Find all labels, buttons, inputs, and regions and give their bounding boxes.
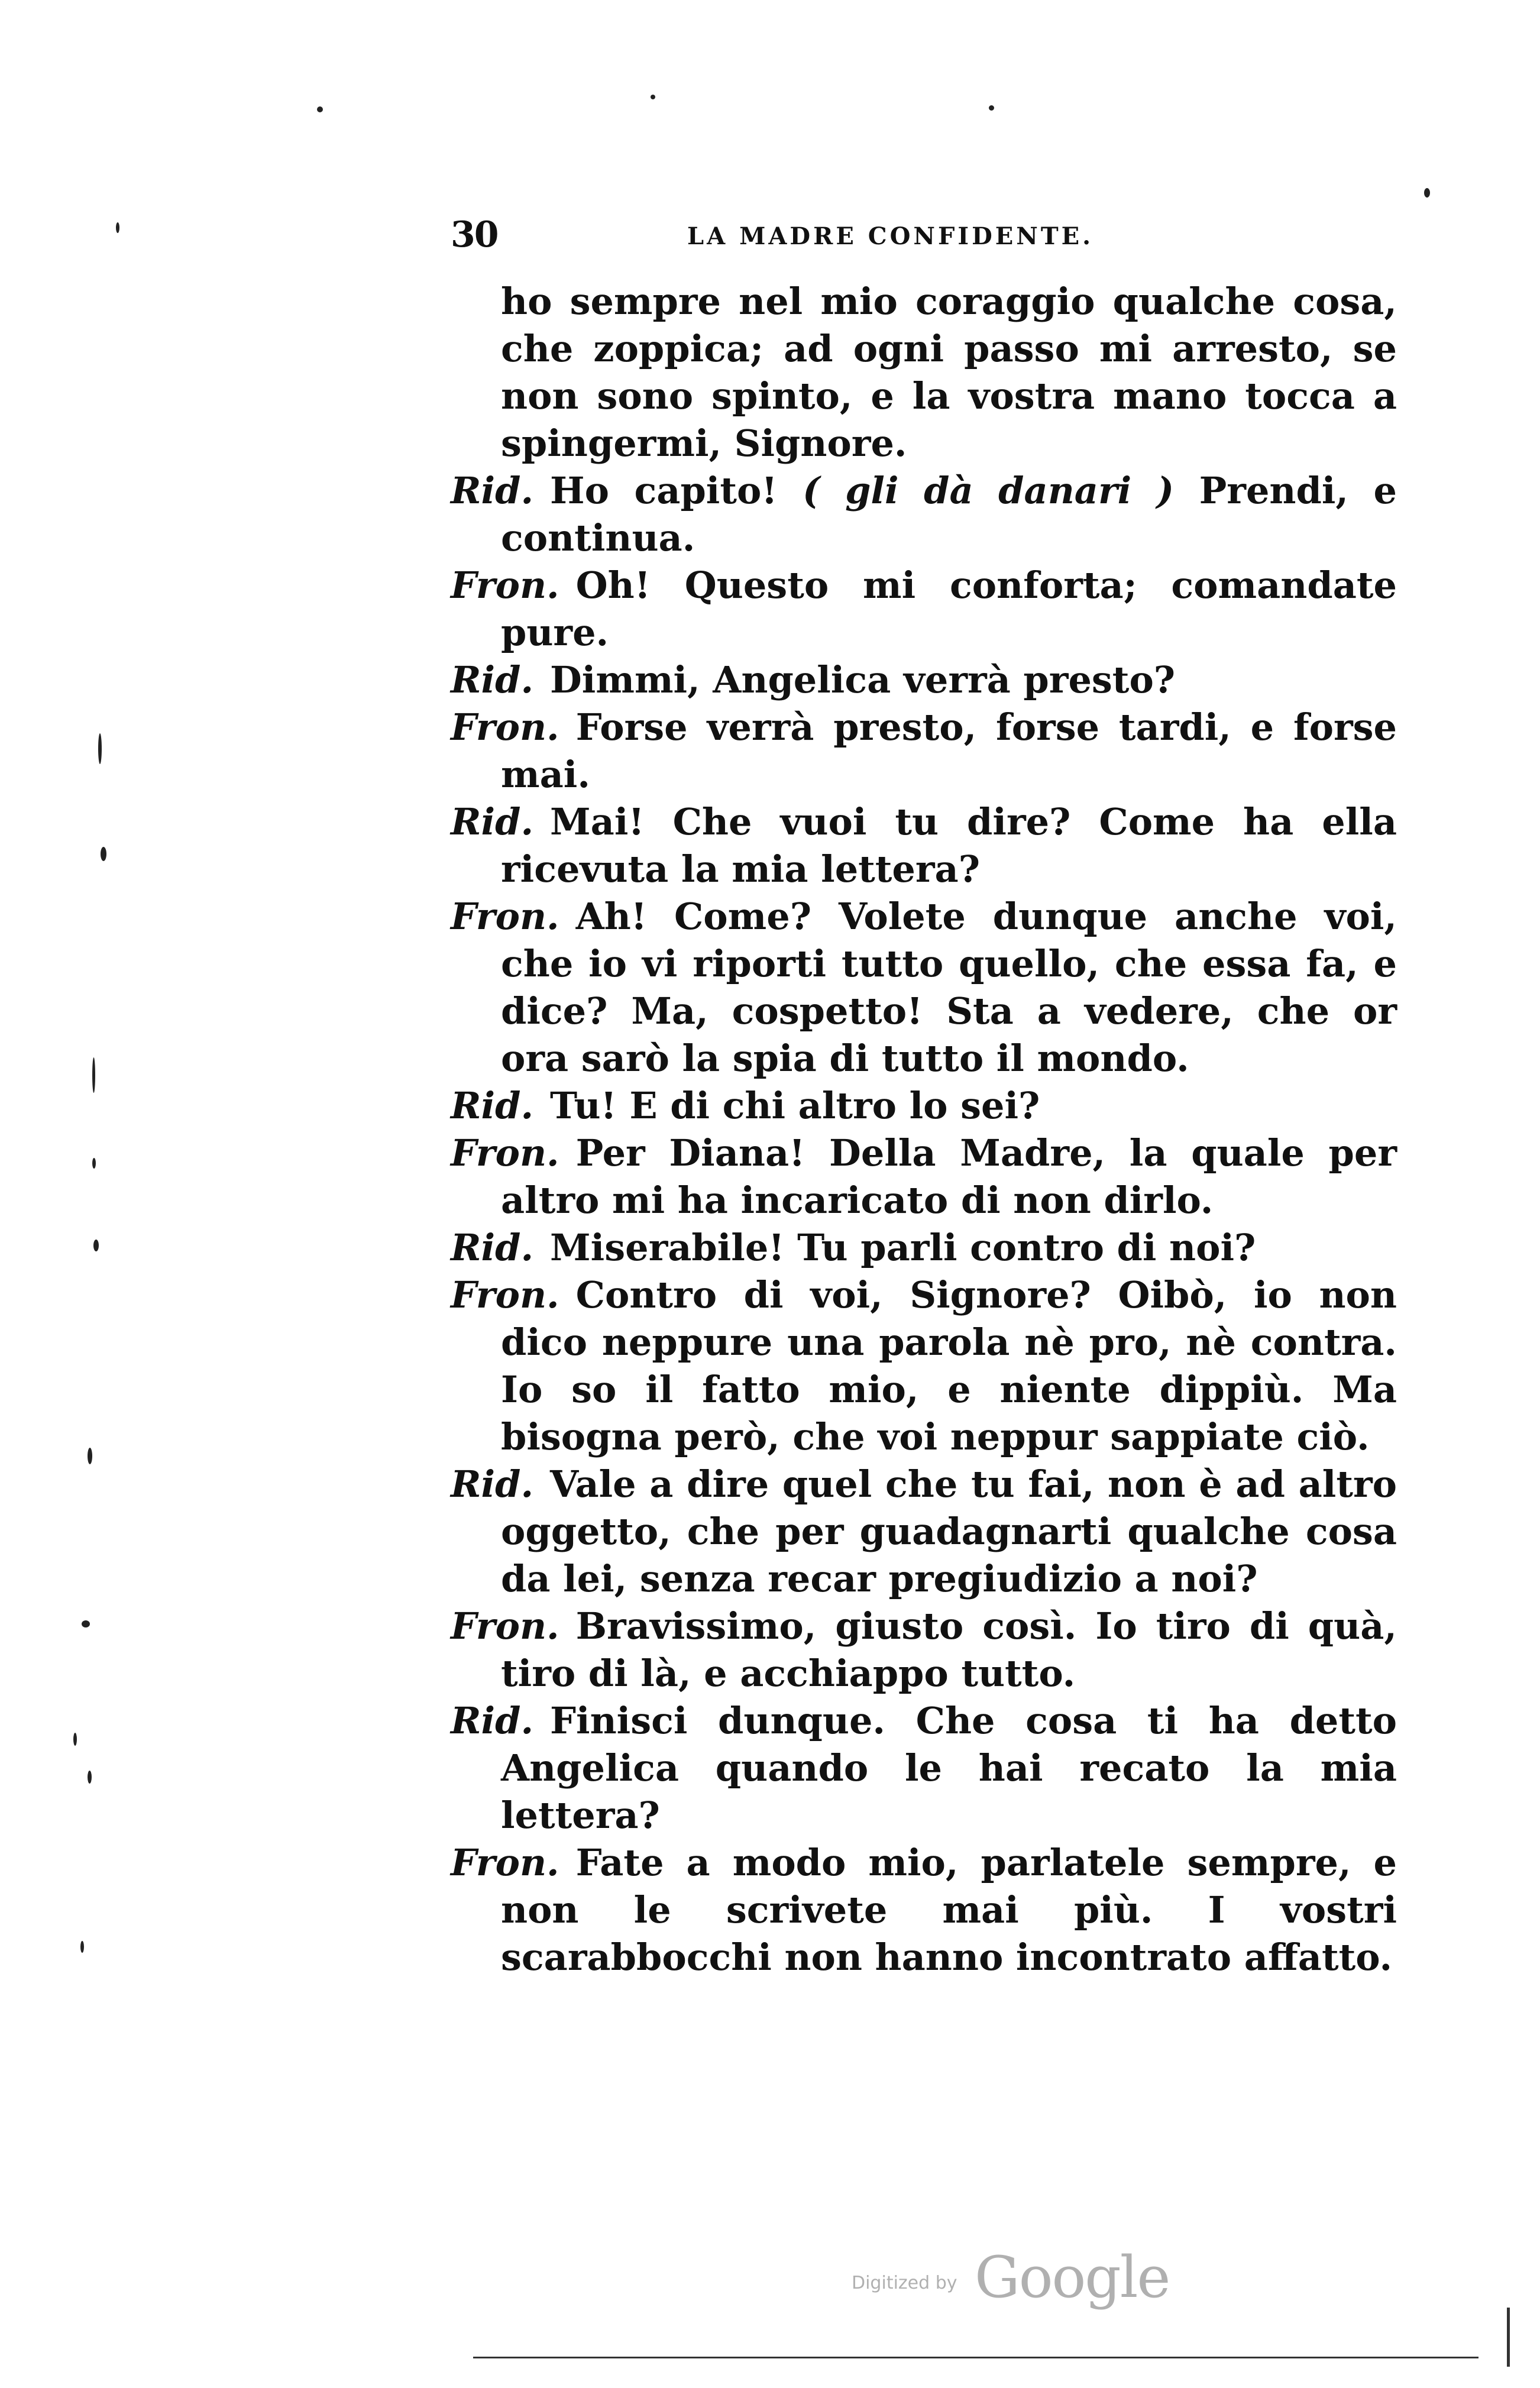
opening-paragraph: ho sempre nel mio coraggio qualche cosa, che zoppica; ad ogni passo mi arresto, se non sono spinto, e la vostra mano tocca a spingermi, Signore.: [501, 280, 1397, 465]
dialogue-line: [451, 1082, 1397, 1130]
page-edge-line: [473, 2357, 1478, 2358]
speaker-name: Rid .: [451, 1699, 533, 1742]
dialogue-line: [451, 1603, 1397, 1697]
dialogue-line: [451, 1271, 1397, 1461]
dialogue-line: [451, 893, 1397, 1082]
scan-speck: [92, 1057, 95, 1093]
dialogue-text: Mai! Che vuoi tu dire? Come ha ella ricevuta la mia lettera?: [501, 800, 1397, 891]
dialogue-text: Dimmi, Angelica verrà presto?: [550, 658, 1176, 701]
dialogue-text: Contro di voi, Signore? Oibò, io non dico neppure una parola nè pro, nè contra. Io so il fatto mio, e niente dippiù. Ma bisogna però, che voi neppur sappiate ciò.: [501, 1273, 1397, 1458]
dialogue-line: [451, 1461, 1397, 1603]
dialogue-text: Oh! Questo mi conforta; comandate pure.: [501, 564, 1397, 654]
page-edge-line: [1507, 2308, 1510, 2367]
dialogue-line: [451, 704, 1397, 798]
scan-speck: [88, 1771, 92, 1784]
speaker-name: Fron .: [451, 1273, 559, 1316]
speaker-name: Fron .: [451, 564, 559, 607]
dialogue-line: [451, 1224, 1397, 1271]
watermark-small-text: Digitized by: [852, 2273, 957, 2293]
dialogue-text: Vale a dire quel che tu fai, non è ad altro oggetto, che per guadagnarti qualche cosa da lei, senza recar pregiudizio a noi?: [501, 1462, 1397, 1600]
dialogue-line: [451, 1697, 1397, 1839]
speaker-name: Fron .: [451, 1841, 559, 1884]
speaker-name: Rid .: [451, 1462, 533, 1506]
scan-speck: [93, 1240, 99, 1251]
scan-speck: [116, 222, 119, 233]
running-head: LA MADRE CONFIDENTE.: [687, 222, 1094, 250]
dialogue-text: Ah! Come? Volete dunque anche voi, che io vi riporti tutto quello, che essa fa, e dice? Ma, cospetto! Sta a vedere, che or ora sarò la spia di tutto il mondo.: [501, 895, 1397, 1080]
page-number: 30: [451, 214, 498, 255]
dialogue-text: Tu! E di chi altro lo sei?: [550, 1084, 1040, 1127]
scan-speck: [651, 95, 655, 99]
dialogue-text: Ho capito!: [550, 469, 778, 512]
scan-speck: [92, 1158, 96, 1169]
digitized-by-google-watermark: [852, 2244, 1183, 2309]
scan-speck: [82, 1620, 90, 1627]
dialogue-line: [451, 467, 1397, 562]
stage-direction: ( gli dà danari ): [803, 469, 1175, 512]
scan-speck: [88, 1448, 92, 1464]
dialogue-text: Prendi, e continua.: [501, 469, 1397, 559]
scan-speck: [80, 1941, 84, 1953]
speaker-name: Fron .: [451, 1604, 559, 1648]
speaker-name: Rid .: [451, 800, 533, 843]
scan-speck: [989, 105, 994, 111]
page-header: [451, 214, 1421, 267]
scan-speck: [101, 847, 106, 861]
dialogue-text: Bravissimo, giusto così. Io tiro di quà, tiro di là, e acchiappo tutto.: [501, 1604, 1397, 1695]
dialogue-text: Miserabile! Tu parli contro di noi?: [550, 1226, 1256, 1269]
scan-speck: [73, 1733, 77, 1746]
dialogue-line: [451, 798, 1397, 893]
scan-speck: [98, 733, 102, 764]
speaker-name: Fron .: [451, 895, 559, 938]
page-body: [451, 278, 1397, 1981]
dialogue-line: [451, 1130, 1397, 1224]
watermark-logo-text: Google: [975, 2244, 1170, 2311]
dialogue-text: Forse verrà presto, forse tardi, e forse mai.: [501, 706, 1397, 796]
dialogue-text: Finisci dunque. Che cosa ti ha detto Angelica quando le hai recato la mia lettera?: [501, 1699, 1397, 1837]
dialogue-line: [451, 1839, 1397, 1981]
speaker-name: Rid .: [451, 658, 533, 701]
speaker-name: Fron .: [451, 706, 559, 749]
dialogue-text: Fate a modo mio, parlatele sempre, e non le scrivete mai più. I vostri scarabbocchi non hanno incontrato affatto.: [501, 1841, 1397, 1979]
dialogue-line: [451, 562, 1397, 656]
dialogue-text: Per Diana! Della Madre, la quale per altro mi ha incaricato di non dirlo.: [501, 1131, 1397, 1222]
scan-speck: [1424, 188, 1430, 198]
dialogue-line: [451, 656, 1397, 704]
speaker-name: Fron .: [451, 1131, 559, 1174]
speaker-name: Rid .: [451, 469, 533, 512]
speaker-name: Rid .: [451, 1084, 533, 1127]
scan-speck: [317, 106, 323, 112]
speaker-name: Rid .: [451, 1226, 533, 1269]
